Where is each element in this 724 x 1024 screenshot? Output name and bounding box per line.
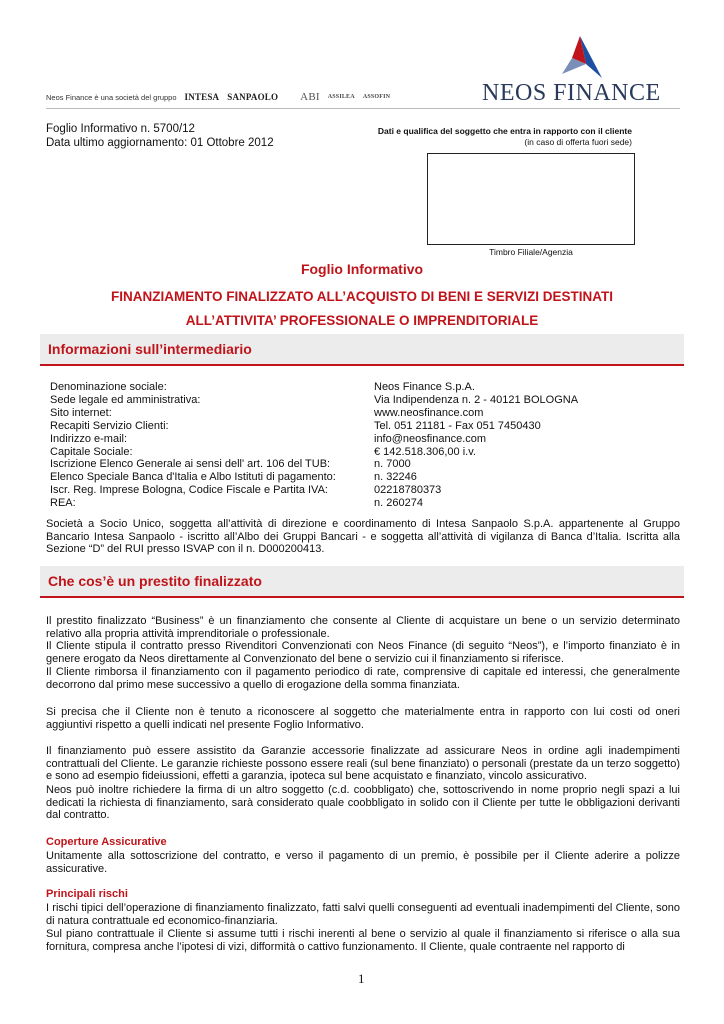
group-text: Neos Finance è una società del gruppo (46, 92, 177, 102)
stamp-label: Timbro Filiale/Agenzia (489, 247, 573, 257)
abi-logo: ABI (300, 91, 320, 103)
table-row (50, 381, 650, 394)
header-divider (46, 108, 680, 109)
table-row (50, 497, 650, 510)
prestito-paragraph-5: Il finanziamento può essere assistito da Garanzie accessorie finalizzate ad assicurare Neos in ordine agli inadempimenti contrattuali del Cliente. Le garanzie richieste possono essere reali (sul bene finanziato) o personali (prestate da un terzo soggetto) e sono ad esempio fideiussioni, effetti a garanzia, ipoteca sul bene acquistato e finanziato, vincolo assicurativo. (46, 745, 680, 782)
row-value: n. 32246 (374, 471, 417, 484)
coperture-heading: Coperture Assicurative (46, 836, 167, 848)
sanpaolo-logo: SANPAOLO (227, 92, 279, 102)
table-row (50, 394, 650, 407)
prestito-paragraph-6: Neos può inoltre richiedere la firma di un altro soggetto (c.d. coobbligato) che, sottoscrivendo in nome proprio negli spazi a lui dedicati la richiesta di finanziamento, sarà considerato quale coobbligato in solido con il Cliente per tutte le obbligazioni derivanti dal contratto. (46, 784, 680, 821)
row-label: Capitale Sociale: (50, 445, 133, 458)
row-value: 02218780373 (374, 484, 442, 497)
row-value: www.neosfinance.com (374, 406, 484, 419)
document-subtitle: FINANZIAMENTO FINALIZZATO ALL’ACQUISTO DI BENI E SERVIZI DESTINATI ALL’ATTIVITA’ PROFESSIONALE O IMPRENDITORIALE (110, 289, 613, 328)
row-value: n. 7000 (374, 458, 411, 471)
row-value: Tel. 051 21181 - Fax 051 7450430 (374, 419, 541, 432)
row-label: Sede legale ed amministrativa: (50, 393, 201, 406)
section-intermediario-header: Informazioni sull’intermediario (40, 334, 684, 366)
document-meta (46, 122, 274, 150)
table-row (50, 407, 650, 420)
rischi-heading: Principali rischi (46, 888, 128, 900)
intermediario-table (50, 381, 650, 510)
row-label: Recapiti Servizio Clienti: (50, 419, 169, 432)
document-number: Foglio Informativo n. 5700/12 (46, 123, 195, 135)
row-label: Denominazione sociale: (50, 381, 167, 393)
stamp-box (427, 153, 635, 245)
row-label: Indirizzo e-mail: (50, 432, 128, 445)
table-row (50, 484, 650, 497)
table-row (50, 433, 650, 446)
row-label: Iscrizione Elenco Generale ai sensi dell' art. 106 del TUB: (50, 458, 331, 471)
coperture-paragraph: Unitamente alla sottoscrizione del contratto, e verso il pagamento di un premio, è possibile per il Cliente aderire a polizze assicurative. (46, 850, 680, 875)
table-row (50, 446, 650, 459)
prestito-paragraph-2: Il Cliente stipula il contratto presso Rivenditori Convenzionati con Neos Finance (di seguito “Neos”), e l’importo finanziato è in genere erogato da Neos direttamente al Convenzionato del bene o servizio cui il finanziamento si riferisce. (46, 640, 680, 665)
page-number: 1 (358, 971, 365, 986)
assofin-logo: ASSOFIN (362, 94, 391, 100)
intermediario-note: Società a Socio Unico, soggetta all’attività di direzione e coordinamento di Intesa Sanpaolo S.p.A. appartenente al Gruppo Bancario Intesa Sanpaolo - iscritto all’Albo dei Gruppi Bancari - e soggetta all’attività di vigilanza di Banca d’Italia. Iscritta alla Sezione “D” del RUI presso ISVAP con il n. D000200413. (46, 518, 680, 555)
row-label: REA: (50, 497, 76, 510)
row-value: Via Indipendenza n. 2 - 40121 BOLOGNA (374, 393, 579, 406)
stamp-caption: Dati e qualifica del soggetto che entra in rapporto con il cliente (in caso di offerta fuori sede) (377, 126, 632, 147)
last-update-date: Data ultimo aggiornamento: 01 Ottobre 2012 (46, 137, 274, 149)
row-value: € 142.518.306,00 i.v. (374, 445, 476, 458)
row-label: Elenco Speciale Banca d'Italia e Albo Istituti di pagamento: (50, 471, 336, 484)
rischi-paragraph-2: Sul piano contrattuale il Cliente si assume tutti i rischi inerenti al bene o servizio al quale il finanziamento si riferisce o alla sua fornitura, compresa anche l’ipotesi di vizi, difformità o cattivo funzionamento. Il Cliente, quale contraente nel rapporto di (46, 928, 680, 953)
neos-logo-icon (552, 34, 612, 82)
table-row (50, 458, 650, 471)
brand-wordmark: NEOS FINANCE (482, 80, 661, 106)
intesa-logo: INTESA (184, 92, 220, 102)
prestito-paragraph-3: Il Cliente rimborsa il finanziamento con il pagamento periodico di rate, comprensive di capitale ed interessi, che generalmente decorrono dal primo mese successivo a quello di erogazione della somma finanziata. (46, 666, 680, 691)
table-row (50, 420, 650, 433)
section-prestito-header: Che cos’è un prestito finalizzato (40, 566, 684, 598)
row-label: Iscr. Reg. Imprese Bologna, Codice Fiscale e Partita IVA: (50, 484, 328, 497)
row-value: info@neosfinance.com (374, 432, 487, 445)
rischi-paragraph-1: I rischi tipici dell’operazione di finanziamento finalizzato, fatti salvi quelli conseguenti ad eventuali inadempimenti del Cliente, sono di natura contrattuale ed economico-finanziaria. (46, 902, 680, 927)
row-value: Neos Finance S.p.A. (374, 381, 475, 393)
prestito-paragraph-1: Il prestito finalizzato “Business” è un finanziamento che consente al Cliente di acquistare un bene o un servizio determinato relativo alla propria attività imprenditoriale o professionale. (46, 615, 680, 640)
document-title: Foglio Informativo (300, 261, 424, 277)
partner-logos-strip (46, 86, 466, 108)
assilea-logo: ASSILEA (327, 94, 355, 100)
row-label: Sito internet: (50, 406, 112, 419)
prestito-paragraph-4: Si precisa che il Cliente non è tenuto a riconoscere al soggetto che materialmente entra in rapporto con lui costi od oneri aggiuntivi rispetto a quelli indicati nel presente Foglio Informativo. (46, 706, 680, 731)
row-value: n. 260274 (374, 497, 423, 510)
table-row (50, 471, 650, 484)
neos-finance-brand (482, 34, 662, 106)
